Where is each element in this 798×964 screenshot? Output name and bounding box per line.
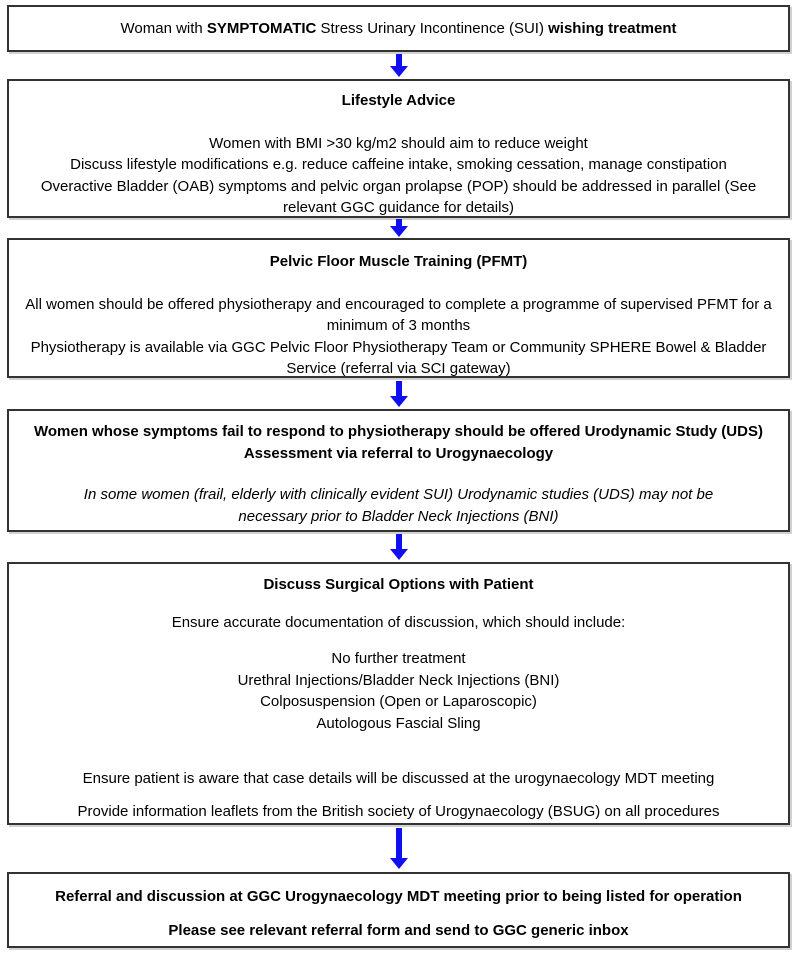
lifestyle-advice-box	[7, 79, 790, 218]
lifestyle-line-modifications: Discuss lifestyle modifications e.g. reduce caffeine intake, smoking cessation, manage constipation	[70, 156, 727, 173]
referral-mdt-box	[7, 872, 790, 948]
down-arrow-icon	[390, 534, 408, 560]
down-arrow-head	[390, 858, 408, 869]
uds-assessment-box	[7, 409, 790, 532]
lifestyle-line-oab-pop: Overactive Bladder (OAB) symptoms and pelvic organ prolapse (POP) should be addressed in parallel (See relevant GGC guidance for details)	[40, 177, 757, 216]
start-text-middle: Stress Urinary Incontinence (SUI)	[316, 20, 549, 37]
down-arrow-icon	[390, 54, 408, 77]
down-arrow-icon	[390, 381, 408, 407]
pfmt-line-programme: All women should be offered physiotherapy and encouraged to complete a programme of supervised PFMT for a minimum of 3 months	[25, 295, 772, 334]
uds-heading: Women whose symptoms fail to respond to physiotherapy should be offered Urodynamic Study (UDS) Assessment via referral to Urogynaecology	[34, 423, 763, 462]
surgical-mdt-note: Ensure patient is aware that case details will be discussed at the urogynaecology MDT meeting	[82, 770, 715, 787]
down-arrow-head	[390, 549, 408, 560]
start-text-prefix: Woman with	[120, 20, 207, 37]
start-box-text	[9, 18, 788, 40]
surgical-documentation-intro: Ensure accurate documentation of discussion, which should include:	[171, 613, 626, 631]
flow-connector-1	[0, 52, 798, 79]
start-text-wishing-treatment: wishing treatment	[548, 20, 677, 37]
surgical-option-bni: Urethral Injections/Bladder Neck Injections (BNI)	[237, 671, 560, 689]
surgical-options-title: Discuss Surgical Options with Patient	[263, 576, 534, 593]
down-arrow-shaft	[396, 219, 402, 226]
surgical-options-list	[9, 648, 788, 734]
down-arrow-head	[390, 226, 408, 237]
down-arrow-shaft	[396, 54, 402, 66]
surgical-options-box	[7, 562, 790, 825]
uds-frail-elderly-note: In some women (frail, elderly with clinically evident SUI) Urodynamic studies (UDS) may not be necessary prior to Bladder Neck Injections (BNI)	[83, 486, 714, 525]
pfmt-box	[7, 238, 790, 378]
down-arrow-shaft	[396, 534, 402, 549]
surgical-option-no-treatment: No further treatment	[331, 650, 466, 667]
down-arrow-shaft	[396, 381, 402, 396]
flow-connector-2	[0, 218, 798, 238]
pfmt-title: Pelvic Floor Muscle Training (PFMT)	[269, 253, 528, 270]
down-arrow-icon	[390, 219, 408, 237]
down-arrow-icon	[390, 828, 408, 869]
flow-connector-5	[0, 825, 798, 872]
pfmt-line-availability: Physiotherapy is available via GGC Pelvic Floor Physiotherapy Team or Community SPHERE Bowel & Bladder Service (referral via SCI gateway)	[30, 338, 767, 377]
surgical-leaflets-note: Provide information leaflets from the British society of Urogynaecology (BSUG) on all procedures	[77, 802, 720, 820]
lifestyle-advice-title: Lifestyle Advice	[341, 92, 456, 109]
lifestyle-line-bmi: Women with BMI >30 kg/m2 should aim to reduce weight	[209, 134, 588, 152]
start-box	[7, 5, 790, 52]
flow-connector-4	[0, 532, 798, 562]
down-arrow-head	[390, 396, 408, 407]
referral-mdt-line: Referral and discussion at GGC Urogynaecology MDT meeting prior to being listed for operation	[55, 888, 742, 905]
referral-form-line: Please see relevant referral form and send to GGC generic inbox	[168, 921, 629, 939]
lifestyle-advice-body	[25, 133, 773, 219]
surgical-option-colposuspension: Colposuspension (Open or Laparoscopic)	[260, 693, 537, 710]
surgical-option-fascial-sling: Autologous Fascial Sling	[316, 714, 481, 732]
pfmt-body	[20, 294, 778, 380]
down-arrow-shaft	[396, 828, 402, 858]
flow-connector-3	[0, 378, 798, 409]
start-text-symptomatic: SYMPTOMATIC	[206, 20, 317, 37]
down-arrow-head	[390, 66, 408, 77]
